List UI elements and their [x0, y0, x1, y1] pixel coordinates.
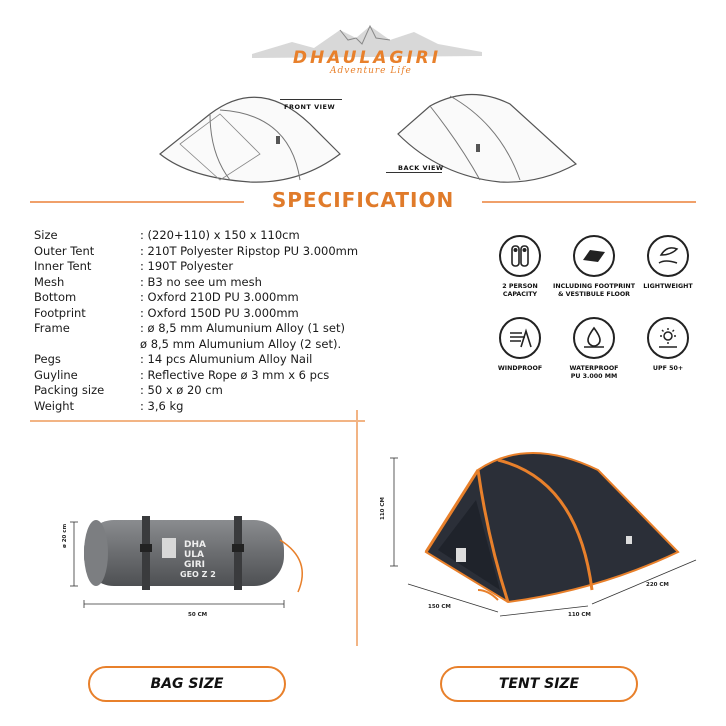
sun-shield-icon: [647, 317, 689, 359]
spec-row: [34, 383, 358, 399]
spec-row: [34, 259, 358, 275]
sleeping-bags-icon: [499, 235, 541, 277]
spec-label: Inner Tent: [34, 259, 92, 273]
feature-item: [552, 317, 636, 380]
spec-label: Size: [34, 228, 58, 242]
divider-horizontal: [30, 420, 365, 422]
spec-value: : Reflective Rope ø 3 mm x 6 pcs: [140, 367, 330, 382]
feature-item: [478, 235, 562, 298]
water-drop-icon: [573, 317, 615, 359]
tent-illustration: [378, 440, 708, 640]
feature-label: UPF 50+: [652, 365, 684, 372]
spec-row: [34, 321, 358, 337]
section-title: SPECIFICATION: [271, 188, 455, 212]
feature-item: [478, 317, 562, 373]
spec-value: : 14 pcs Alumunium Alloy Nail: [140, 352, 313, 366]
spec-value: : B3 no see um mesh: [140, 274, 262, 289]
feather-hand-icon: [647, 235, 689, 277]
feature-item: [626, 317, 710, 373]
feature-grid: [478, 235, 708, 395]
feature-item: [552, 235, 636, 298]
bag-size-caption: BAG SIZE: [88, 666, 286, 702]
spec-value: : 210T Polyester Ripstop PU 3.000mm: [140, 243, 359, 258]
feature-item: [626, 235, 710, 291]
spec-value: : (220+110) x 150 x 110cm: [140, 228, 300, 242]
spec-label: Bottom: [34, 290, 77, 304]
feature-label: WINDPROOF: [497, 365, 543, 372]
brand-name: DHAULAGIRI: [292, 48, 442, 68]
bag-height-dim: ø 20 cm: [62, 523, 68, 548]
tent-height-dim: 110 CM: [380, 497, 386, 520]
spec-row: [34, 337, 358, 353]
feature-label: LIGHTWEIGHT: [643, 283, 693, 290]
spec-label: Frame: [34, 321, 70, 335]
spec-row: [34, 244, 358, 260]
brand-tagline: Adventure Life: [330, 66, 412, 76]
spec-value: : 3,6 kg: [140, 398, 184, 413]
spec-value: : 190T Polyester: [140, 259, 234, 273]
tent-width-dim: 150 CM: [428, 604, 451, 610]
tent-size-caption: TENT SIZE: [440, 666, 638, 702]
spec-row: [34, 306, 358, 322]
divider-vertical: [356, 410, 358, 646]
spec-row: [34, 228, 358, 244]
spec-row: [34, 275, 358, 291]
spec-label: [34, 337, 140, 353]
spec-label: Footprint: [34, 305, 86, 320]
spec-value: : Oxford 150D PU 3.000mm: [140, 305, 299, 320]
feature-label: WATERPROOF PU 3.000 MM: [569, 365, 619, 380]
spec-label: Mesh: [34, 274, 65, 289]
spec-row: [34, 399, 358, 415]
bag-logo-text: DHA ULA GIRI: [184, 540, 206, 570]
spec-row: [34, 290, 358, 306]
bag-model: GEO Z 2: [180, 570, 216, 579]
spec-label: Outer Tent: [34, 243, 95, 258]
spec-table: [34, 228, 358, 414]
feature-label: 2 PERSON CAPACITY: [502, 283, 538, 298]
spec-row: [34, 368, 358, 384]
feature-label: INCLUDING FOOTPRINT & VESTIBULE FLOOR: [552, 283, 635, 298]
spec-value: : 50 x ø 20 cm: [140, 383, 223, 397]
back-view-label: BACK VIEW: [398, 164, 444, 172]
spec-value: : ø 8,5 mm Alumunium Alloy (1 set): [140, 321, 345, 335]
tent-length-dim: 220 CM: [646, 582, 669, 588]
tent-depth-dim: 110 CM: [568, 612, 591, 618]
bag-length-dim: 50 CM: [188, 612, 208, 618]
wind-tent-icon: [499, 317, 541, 359]
spec-value: ø 8,5 mm Alumunium Alloy (2 set).: [140, 336, 342, 351]
front-view-label: FRONT VIEW: [284, 103, 336, 111]
spec-label: Packing size: [34, 383, 105, 397]
spec-value: : Oxford 210D PU 3.000mm: [140, 290, 299, 304]
title-rule-right: [482, 201, 696, 203]
spec-label: Weight: [34, 398, 75, 413]
footprint-icon: [573, 235, 615, 277]
spec-row: [34, 352, 358, 368]
spec-label: Pegs: [34, 352, 61, 366]
spec-label: Guyline: [34, 367, 78, 382]
